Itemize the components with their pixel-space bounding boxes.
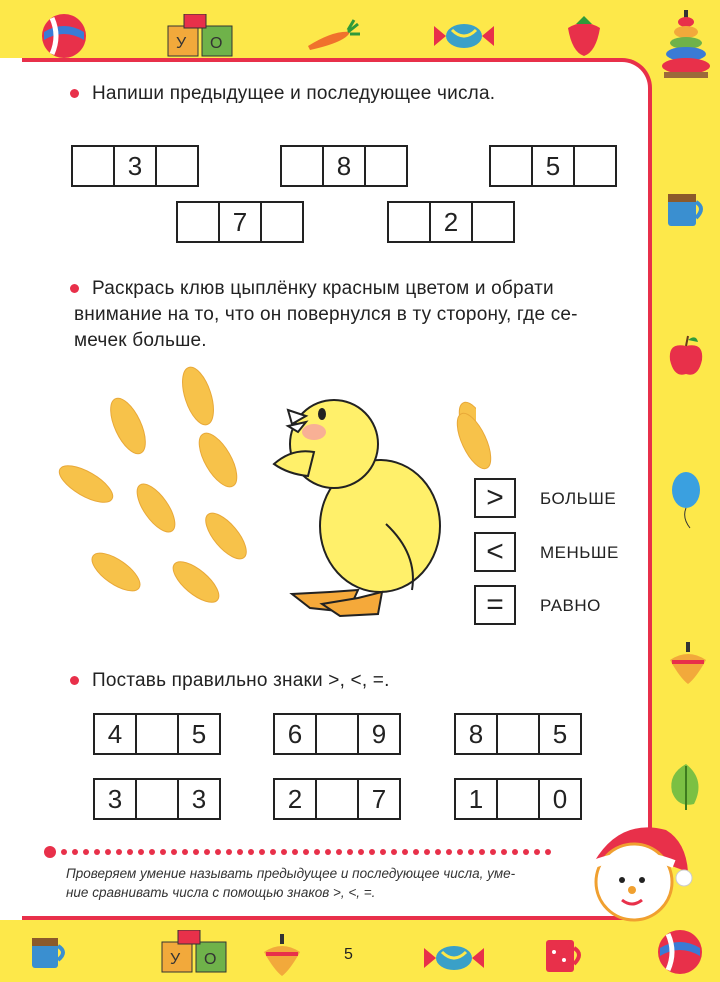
page-number: 5 [344,946,353,963]
svg-text:О: О [204,951,217,968]
compare-triplet [273,713,401,755]
svg-text:О: О [210,35,223,52]
compare-sign-cell[interactable] [135,778,179,820]
seed [104,393,153,458]
given-number: 3 [113,145,157,187]
neighbor-triplet [71,145,199,187]
seed [86,546,146,598]
sign-greater-label: БОЛЬШЕ [540,489,617,508]
compare-triplet [273,778,401,820]
compare-right-number: 0 [538,778,582,820]
ball-icon [38,10,94,66]
task-bullet [70,284,79,293]
compare-right-number: 7 [357,778,401,820]
page-content-left [0,58,22,920]
task2-line-2: внимание на то, что он повернулся в ту сторону, где се- [74,304,578,325]
compare-sign-cell[interactable] [496,778,540,820]
strawberry-icon [562,14,606,58]
spinning-top-icon [666,640,710,686]
answer-cell[interactable] [71,145,115,187]
answer-cell[interactable] [364,145,408,187]
balloon-icon [668,470,708,530]
given-number: 8 [322,145,366,187]
seed [199,507,253,565]
compare-triplet [454,713,582,755]
svg-text:У: У [176,35,187,52]
compare-right-number: 5 [538,713,582,755]
footer-note-line-1: Проверяем умение называть предыдущее и последующее числа, уме- [66,866,516,881]
seed [130,478,182,538]
compare-left-number: 4 [93,713,137,755]
compare-right-number: 9 [357,713,401,755]
compare-left-number: 6 [273,713,317,755]
given-number: 5 [531,145,575,187]
spinning-top-icon [260,932,304,978]
dotted-divider [44,846,551,858]
mug-icon [28,930,70,974]
neighbor-triplet [176,201,304,243]
candy-icon [432,16,496,56]
gnome-mascot-icon [580,818,700,928]
sign-equal-label: РАВНО [540,596,601,615]
chick-illustration [262,384,442,624]
svg-text:У: У [170,951,181,968]
carrot-icon [304,18,360,56]
apple-icon [664,334,710,380]
given-number: 2 [429,201,473,243]
pyramid-toy-icon [658,8,714,82]
task-bullet [70,89,79,98]
leaf-icon [664,760,710,814]
letter-blocks-icon [166,14,236,60]
compare-triplet [93,778,221,820]
sign-less-box: < [474,532,516,572]
compare-right-number: 3 [177,778,221,820]
answer-cell[interactable] [387,201,431,243]
answer-cell[interactable] [176,201,220,243]
answer-cell[interactable] [155,145,199,187]
mug-icon [662,186,708,232]
compare-sign-cell[interactable] [315,713,359,755]
neighbor-triplet [280,145,408,187]
answer-cell[interactable] [471,201,515,243]
footer-note-line-2: ние сравнивать числа с помощью знаков >, <, =. [66,885,376,900]
task2-line-1: Раскрась клюв цыплёнку красным цветом и обрати [92,278,554,299]
compare-sign-cell[interactable] [315,778,359,820]
sign-less-label: МЕНЬШЕ [540,543,619,562]
sign-greater-box: > [474,478,516,518]
compare-left-number: 8 [454,713,498,755]
seed [56,459,118,510]
seed [192,428,245,493]
neighbor-triplet [489,145,617,187]
task-bullet [70,676,79,685]
letter-blocks-icon [160,930,230,976]
neighbor-triplet [387,201,515,243]
compare-triplet [93,713,221,755]
compare-sign-cell[interactable] [496,713,540,755]
answer-cell[interactable] [260,201,304,243]
mug-icon [540,932,586,978]
compare-triplet [454,778,582,820]
answer-cell[interactable] [573,145,617,187]
seed [454,406,494,476]
given-number: 7 [218,201,262,243]
compare-sign-cell[interactable] [135,713,179,755]
task1-text: Напиши предыдущее и последующее числа. [92,83,496,104]
seed [176,363,219,428]
seed [167,555,225,606]
task3-text: Поставь правильно знаки >, <, =. [92,670,390,691]
compare-left-number: 2 [273,778,317,820]
candy-icon [422,938,486,978]
compare-right-number: 5 [177,713,221,755]
compare-left-number: 1 [454,778,498,820]
sign-equal-box: = [474,585,516,625]
answer-cell[interactable] [280,145,324,187]
compare-left-number: 3 [93,778,137,820]
task2-line-3: мечек больше. [74,330,207,351]
ball-icon [654,926,708,980]
answer-cell[interactable] [489,145,533,187]
